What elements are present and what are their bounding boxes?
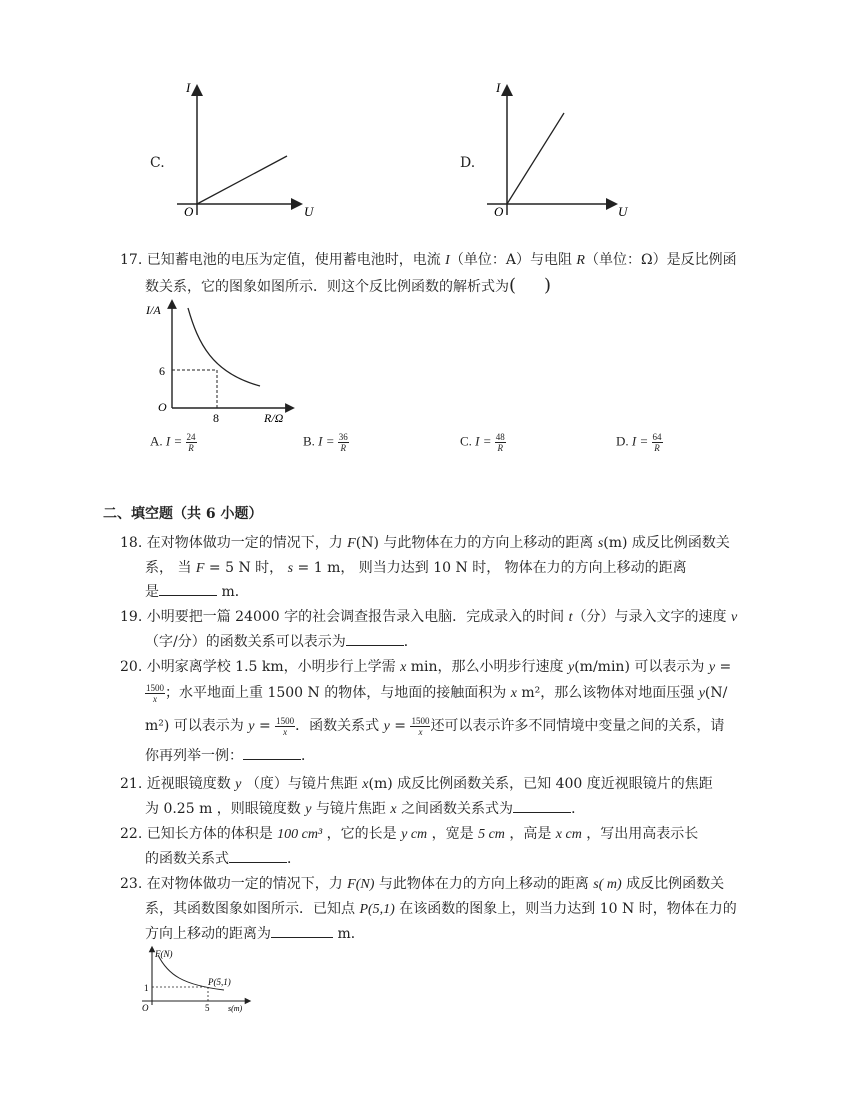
q17-option-c[interactable]: C. I = $\frac{48}{R}$ [460,432,505,453]
q16-d-axis-u: U [618,204,628,219]
q21-answer-blank[interactable] [513,796,571,813]
q19-line2: （字/分）的函数关系可以表示为 ． [145,629,418,655]
q17-option-a[interactable]: A. I = $\frac{24}{R}$ [150,432,196,453]
q20-line1: 20. 小明家离学校 1.5 km，小明步行上学需 x min，那么小明步行速度 y(m/min) 可以表示为 y = [120,659,732,675]
q17-option-c-fraction: $\frac{48}{R}$ [495,432,505,453]
q20-line2: $\frac{1500}{x}$ ；水平地面上重 1500 N 的物体，与地面的接触面积为 x m²，那么该物体对地面压强 y(N/ [146,682,728,704]
q22-line1: 22. 已知长方体的体积是 100 cm³ ，它的长是 y cm ，宽是 5 cm ，高是 x cm ，写出用高表示长 [120,826,699,842]
q17-option-d-fraction: $\frac{64}{R}$ [652,432,662,453]
q16-option-d[interactable] [460,80,640,230]
q21-line2: 为 0.25 m ，则眼镜度数 y 与镜片焦距 x 之间函数关系式为 ． [145,796,585,823]
q19-answer-blank[interactable] [346,629,404,646]
q16-c-axis-i: I [186,80,191,95]
q21-line1: 21. 近视眼镜度数 y （度）与镜片焦距 x(m) 成反比例函数关系，已知 400 度近视眼镜片的焦距 [120,776,713,792]
q20-answer-blank[interactable] [243,743,301,760]
q20-fraction-3: $\frac{1500}{x}$ [411,715,430,737]
q16-d-label: D. [460,155,476,171]
q19-line1: 19. 小明要把一篇 24000 字的社会调查报告录入电脑．完成录入的时间 t（分）与录入文字的速度 v [120,609,738,625]
q23-graph [138,945,258,1015]
q17-origin: O [158,400,167,414]
q22-line2: 的函数关系式 ． [145,846,301,872]
q23-point-label: P(5,1) [208,977,231,987]
q17-option-b-fraction: $\frac{36}{R}$ [338,432,348,453]
q17-line1: 17. 已知蓄电池的电压为定值，使用蓄电池时，电流 I（单位：A）与电阻 R（单位：Ω）是反比例函 [120,252,737,268]
q23-line3: 方向上移动的距离为 m． [145,921,365,947]
q23-y-tick: 1 [144,983,149,993]
q16-option-c[interactable] [150,80,330,230]
q17-option-a-fraction: $\frac{24}{R}$ [186,432,196,453]
q16-c-axis-u: U [304,204,314,219]
q23-y-label: F(N) [155,949,173,959]
q20-fraction-1: $\frac{1500}{x}$ [146,682,164,704]
q18-answer-blank[interactable] [159,579,217,596]
q18-line2: 系， 当 F = 5 N 时， s = 1 m， 则当力达到 10 N 时， 物体在力的方向上移动的距离 [145,560,687,576]
q17-y-tick: 6 [159,364,165,378]
q23-origin: O [142,1003,149,1013]
q16-c-graph [172,80,322,225]
q18-line3: 是 m． [145,579,249,605]
q17-option-b[interactable]: B. I = $\frac{36}{R}$ [303,432,348,453]
q16-d-axis-i: I [496,80,501,95]
q23-x-tick: 5 [205,1003,210,1013]
q23-x-label: s(m) [228,1004,243,1013]
q17-x-tick: 8 [213,411,219,425]
q17-line2: 数关系，它的图象如图所示．则这个反比例函数的解析式为( ) [145,275,552,296]
q20-fraction-2: $\frac{1500}{x}$ [276,715,295,737]
q16-c-label: C. [150,155,165,171]
q20-line4: 你再列举一例： ． [145,743,315,769]
q22-answer-blank[interactable] [229,846,287,863]
q17-graph [140,298,300,428]
q23-answer-blank[interactable] [271,921,333,938]
q18-line1: 18. 在对物体做功一定的情况下，力 F(N) 与此物体在力的方向上移动的距离 s(m) 成反比例函数关 [120,535,730,551]
q17-x-label: R/Ω [264,411,284,425]
q17-y-label: I/A [146,303,161,317]
section-2-title: 二、填空题（共 6 小题） [103,506,263,522]
q20-line3: m²) 可以表示为 y = $\frac{1500}{x}$ ．函数关系式 y = $\frac{1500}{x}$ 还可以表示许多不同情境中变量之间的关系，请 [145,715,725,737]
q16-d-graph [482,80,632,225]
q16-d-origin: O [494,204,504,219]
q23-line1: 23. 在对物体做功一定的情况下，力 F(N) 与此物体在力的方向上移动的距离 s( m) 成反比例函数关 [120,876,725,892]
q16-c-origin: O [184,204,194,219]
q23-line2: 系，其函数图象如图所示．已知点 P(5,1) 在该函数的图象上，则当力达到 10 N 时，物体在力的 [145,901,737,917]
q17-option-d[interactable]: D. I = $\frac{64}{R}$ [616,432,662,453]
